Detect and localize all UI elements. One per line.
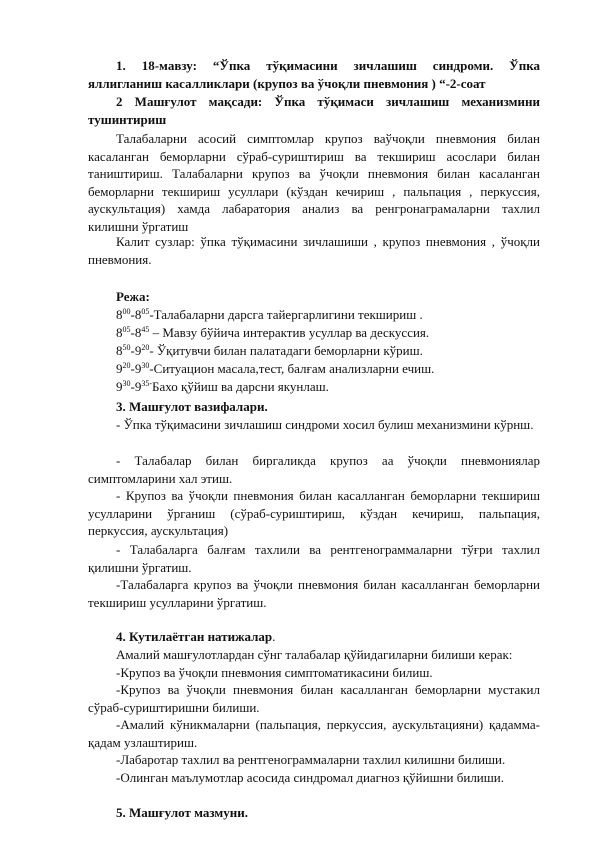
plan-item-text: -Талабаларни дарсга тайергарлигини текшириш . bbox=[149, 307, 423, 322]
task-item: - Крупоз ва ўчоқли пневмония билан касалланган беморларни текшириш усулларини ўрганиш (сўраб-суриштириш, кўздан кечириш, пальпация, перкуссия, аускультация) bbox=[88, 488, 540, 538]
result-item: -Лабаротар тахлил ва рентгенограммаларни тахлил килишни билиши. bbox=[116, 752, 506, 767]
plan-item bbox=[116, 324, 540, 342]
plan-item-text: -Ситуацион масала,тест, балғам анализларни ечиш. bbox=[149, 361, 435, 376]
result-item: -Крупоз ва ўчоқли пневмония билан касалланган беморларни мустакил сўраб-суриштиришни билиши. bbox=[88, 682, 540, 715]
results-title: 4. Кутилаётган натижалар. bbox=[116, 629, 276, 644]
plan-item-hour: -9 bbox=[130, 379, 142, 394]
plan-item-hour: -9 bbox=[130, 361, 142, 376]
topic-heading: 1. 18-мавзу: “Ўпка тўқимасини зичлашиш синдроми. Ўпка яллигланиш касалликлари (крупоз ва ўчоқли пневмония ) “-2-соат bbox=[88, 58, 540, 91]
plan-item-minute: 00 bbox=[122, 307, 131, 316]
plan-item-minute: 20 bbox=[122, 361, 131, 370]
goal-heading: 2 Машғулот мақсади: Ўпка тўқимаси зичлашиш механизмини тушинтириш bbox=[88, 94, 540, 127]
content-heading: 5. Машғулот мазмуни. bbox=[116, 805, 248, 820]
results-intro: Амалий машғулотлардан сўнг талабалар қўйидагиларни билиши керак: bbox=[116, 647, 513, 662]
results-title-text: 4. Кутилаётган натижалар bbox=[116, 629, 273, 644]
result-item: -Крупоз ва ўчоқли пневмония симптоматикасини билиш. bbox=[116, 665, 433, 680]
task-item: - Ўпка тўқимасини зичлашиш синдроми хосил булиш механизмини кўрнш. bbox=[116, 417, 534, 432]
plan-item-hour: -8 bbox=[130, 325, 142, 340]
plan-item-minute: 45 bbox=[141, 325, 150, 334]
plan-item-minute: 50 bbox=[122, 343, 131, 352]
plan-item-minute: 30 bbox=[122, 379, 131, 388]
plan-item-minute: 20 bbox=[141, 343, 150, 352]
keywords-paragraph: Калит сузлар: ўпка тўқимасини зичлашиши , крупоз пневмония , ўчоқли пневмония. bbox=[88, 234, 540, 267]
plan-item-hour: 9 bbox=[116, 361, 123, 376]
plan-item-minute: 30 bbox=[141, 361, 150, 370]
plan-title-text: Режа bbox=[116, 289, 146, 304]
plan-item-minute: 05 bbox=[122, 325, 131, 334]
plan-item-minute: 35- bbox=[141, 379, 153, 388]
plan-item-text: – Мавзу бўйича интерактив усуллар ва дескуссия. bbox=[149, 325, 430, 340]
plan-item-text: Бахо қўйиш ва дарсни якунлаш. bbox=[152, 379, 329, 394]
tasks-title: 3. Машғулот вазифалари. bbox=[116, 399, 268, 414]
plan-item bbox=[116, 360, 540, 378]
plan-item bbox=[116, 342, 540, 360]
plan-item-minute: 05 bbox=[141, 307, 150, 316]
plan-item-hour: 9 bbox=[116, 379, 123, 394]
plan-item-hour: 8 bbox=[116, 307, 123, 322]
plan-item-hour: 8 bbox=[116, 325, 123, 340]
result-item: -Амалий кўникмаларни (пальпация, перкуссия, аускультацияни) қадамма-қадам узлаштириш. bbox=[88, 717, 540, 750]
plan-item bbox=[116, 306, 540, 324]
plan-item-text: - Ўқитувчи билан палатадаги беморларни кўриш. bbox=[149, 343, 423, 358]
task-item: - Талабаларга балғам тахлили ва рентгенограммаларни тўғри тахлил қилишни ўргатиш. bbox=[88, 542, 540, 575]
plan-item-hour: -9 bbox=[130, 343, 142, 358]
goal-paragraph: Талабаларни асосий симптомлар крупоз ваўчоқли пневмония билан касаланган беморларни сўраб-суриштириш ва текшириш асослари билан таништириш. Талабаларни крупоз ва ўчоқли пневмония билан касаланган беморларни текшириш усуллари (кўздан кечириш , пальпация , перкуссия, аускультация) хамда лабаратория анализ ва ренгронаграмаларни тахлил килишни ўргатиш bbox=[88, 131, 540, 234]
result-item: -Олинган маълумотлар асосида синдромал диагноз қўйишни билиши. bbox=[116, 770, 504, 785]
plan-item-hour: 8 bbox=[116, 343, 123, 358]
task-item: -Талабаларга крупоз ва ўчоқли пневмония билан касалланган беморларни текшириш усулларини ўргатиш. bbox=[88, 577, 540, 610]
plan-item bbox=[116, 378, 540, 396]
plan-item-hour: -8 bbox=[130, 307, 142, 322]
task-item: - Талабалар билан биргаликда крупоз аа ўчоқли пневмониялар симптомларини хал этиш. bbox=[88, 453, 540, 486]
plan-title: Режа: bbox=[116, 289, 150, 304]
